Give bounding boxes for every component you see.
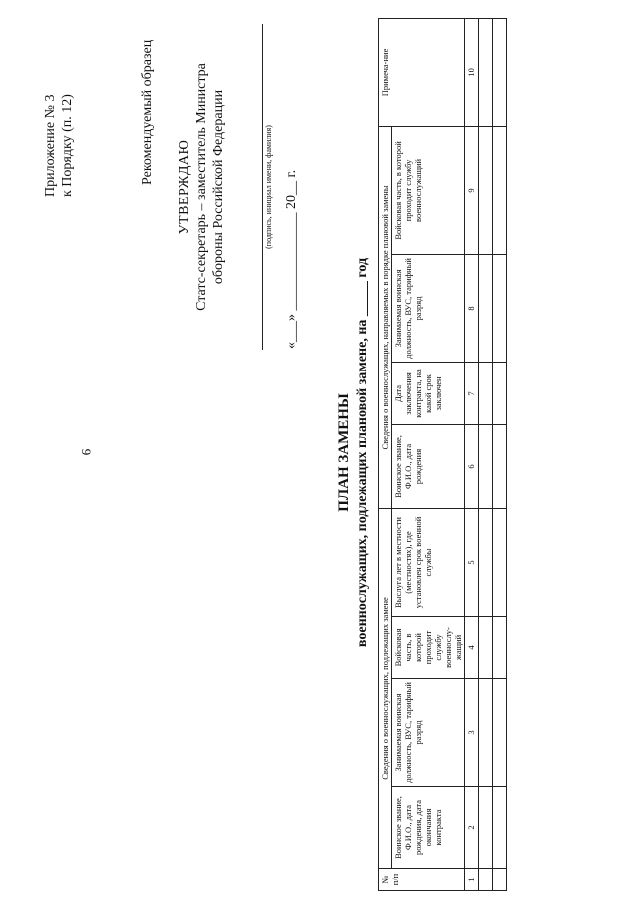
column-number: 10 <box>465 18 479 126</box>
appendix-reference: к Порядку (п. 12) <box>60 94 75 197</box>
column-header-contract-date: Дата заключения контракта, на какой срок заключен <box>392 362 465 424</box>
column-number: 6 <box>465 424 479 508</box>
column-header-service-years: Выслуга лет в местности (местностях), где установлен срок военной службы <box>392 508 465 616</box>
table-cell <box>493 424 507 508</box>
column-number: 8 <box>465 254 479 362</box>
table-cell <box>493 508 507 616</box>
table-cell <box>493 126 507 254</box>
table-cell <box>493 679 507 787</box>
table-cell <box>479 787 493 869</box>
table-group-header-row <box>379 18 392 890</box>
table-cell <box>479 254 493 362</box>
table-cell <box>479 424 493 508</box>
signature-line <box>262 24 263 350</box>
table-cell <box>479 679 493 787</box>
table-cell <box>479 362 493 424</box>
table-cell <box>479 869 493 891</box>
replacement-plan-table <box>378 18 507 891</box>
table-row <box>479 18 493 890</box>
column-header-position-replaced: Занимаемая воинская должность, ВУС, тарифный разряд <box>392 679 465 787</box>
table-cell <box>479 617 493 679</box>
plan-subtitle: военнослужащих, подлежащих плановой замене, на _____ год <box>355 257 370 648</box>
table-cell <box>479 508 493 616</box>
group-header-replaced: Сведения о военнослужащих, подлежащих замене <box>379 508 392 868</box>
column-header-position-incoming: Занимаемая воинская должность, ВУС, тарифный разряд <box>392 254 465 362</box>
recommended-sample-label: Рекомендуемый образец <box>140 39 155 185</box>
table-numbering-row <box>465 18 479 890</box>
column-number: 7 <box>465 362 479 424</box>
table-cell <box>493 869 507 891</box>
approval-block <box>176 17 227 357</box>
column-header-unit-incoming: Войсковая часть, в которой проходит службу военнослужащий <box>392 126 465 254</box>
approval-title: УТВЕРЖДАЮ <box>177 139 192 235</box>
approval-position-line1: Статс-секретарь – заместитель Министра <box>194 63 209 311</box>
column-number: 9 <box>465 126 479 254</box>
column-number: 5 <box>465 508 479 616</box>
table-cell <box>493 362 507 424</box>
appendix-header <box>42 27 76 197</box>
column-header-rank-name-replaced: Воинское звание, Ф.И.О., дата рождения, дата окончания контракта <box>392 787 465 869</box>
column-number: 3 <box>465 679 479 787</box>
column-header-unit-replaced: Войсковая часть, в которой проходит службу военнослу-жащий <box>392 617 465 679</box>
plan-title: ПЛАН ЗАМЕНЫ <box>336 393 352 512</box>
column-number: 1 <box>465 869 479 891</box>
column-header-rank-name-incoming: Воинское звание, Ф.И.О., дата рождения <box>392 424 465 508</box>
group-header-incoming: Сведения о военнослужащих, направляемых в порядке плановой замены <box>379 126 392 508</box>
appendix-number: Приложение № 3 <box>43 94 58 197</box>
column-header-notes: Примеча-ние <box>379 18 465 126</box>
column-header-number: № п/п <box>379 869 465 891</box>
approval-date-line: «___» ______________ 20__ г. <box>284 169 299 349</box>
page-number: 9 <box>79 448 94 456</box>
table-column-header-row <box>392 18 465 890</box>
signature-hint: (подпись, инициал имени, фамилия) <box>264 125 273 249</box>
approval-position-line2: обороны Российской Федерации <box>211 89 226 285</box>
column-number: 4 <box>465 617 479 679</box>
table-row <box>493 18 507 890</box>
table-cell <box>479 18 493 126</box>
table-cell <box>493 617 507 679</box>
table-cell <box>493 254 507 362</box>
table-cell <box>493 787 507 869</box>
column-number: 2 <box>465 787 479 869</box>
table-cell <box>479 126 493 254</box>
table-cell <box>493 18 507 126</box>
